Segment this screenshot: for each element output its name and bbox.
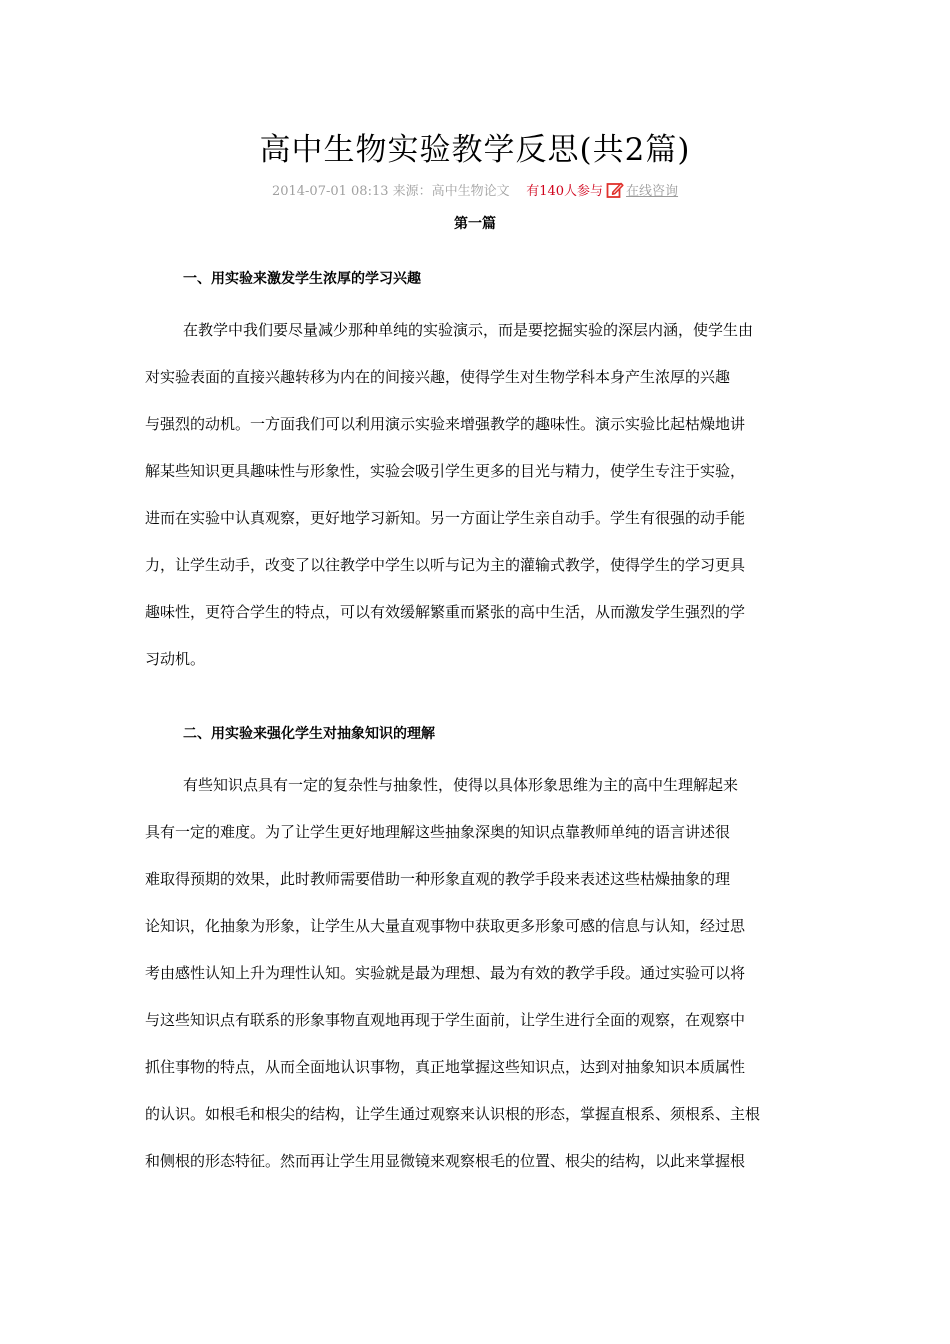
participant-count: 有140人参与 [526, 184, 604, 199]
article-meta [0, 181, 950, 202]
paragraph-line: 趣味性，更符合学生的特点，可以有效缓解繁重而紧张的高中生活，从而激发学生强烈的学 [145, 603, 746, 621]
paragraph-line: 与强烈的动机。一方面我们可以利用演示实验来增强教学的趣味性。演示实验比起枯燥地讲 [145, 415, 746, 433]
paragraph-line: 抓住事物的特点，从而全面地认识事物，真正地掌握这些知识点，达到对抽象知识本质属性 [145, 1058, 746, 1076]
paragraph-line: 论知识，化抽象为形象，让学生从大量直观事物中获取更多形象可感的信息与认知，经过思 [145, 917, 746, 935]
paragraph-line: 具有一定的难度。为了让学生更好地理解这些抽象深奥的知识点靠教师单纯的语言讲述很 [145, 823, 731, 841]
paragraph-line: 难取得预期的效果，此时教师需要借助一种形象直观的教学手段来表述这些枯燥抽象的理 [145, 870, 731, 888]
paragraph-line: 进而在实验中认真观察，更好地学习新知。另一方面让学生亲自动手。学生有很强的动手能 [145, 509, 746, 527]
online-consult-link[interactable]: 在线咨询 [626, 184, 679, 199]
section-heading-2: 二、用实验来强化学生对抽象知识的理解 [183, 726, 435, 742]
paragraph-line: 解某些知识更具趣味性与形象性，实验会吸引学生更多的目光与精力，使学生专注于实验， [145, 462, 746, 480]
article-title: 高中生物实验教学反思(共2篇) [259, 132, 691, 168]
paragraph-line: 对实验表面的直接兴趣转移为内在的间接兴趣，使得学生对生物学科本身产生浓厚的兴趣 [145, 368, 731, 386]
paragraph-line: 在教学中我们要尽量减少那种单纯的实验演示，而是要挖掘实验的深层内涵，使学生由 [183, 321, 754, 339]
section-heading-1: 一、用实验来激发学生浓厚的学习兴趣 [183, 271, 421, 287]
paragraph-line: 和侧根的形态特征。然而再让学生用显微镜来观察根毛的位置、根尖的结构，以此来掌握根 [145, 1152, 746, 1170]
section-paragraph-1 [145, 307, 810, 683]
paragraph-line: 习动机。 [145, 650, 206, 668]
paragraph-line: 有些知识点具有一定的复杂性与抽象性，使得以具体形象思维为主的高中生理解起来 [183, 776, 739, 794]
section-paragraph-2 [145, 762, 810, 1185]
article-date: 2014-07-01 08:13 [271, 184, 389, 199]
edit-icon[interactable] [606, 181, 624, 199]
paragraph-line: 考由感性认知上升为理性认知。实验就是最为理想、最为有效的教学手段。通过实验可以将 [145, 964, 746, 982]
paragraph-line: 力，让学生动手，改变了以往教学中学生以听与记为主的灌输式教学，使得学生的学习更具 [145, 556, 746, 574]
part-title: 第一篇 [454, 216, 496, 232]
paragraph-line: 的认识。如根毛和根尖的结构，让学生通过观察来认识根的形态，掌握直根系、须根系、主根 [145, 1105, 761, 1123]
paragraph-line: 与这些知识点有联系的形象事物直观地再现于学生面前，让学生进行全面的观察，在观察中 [145, 1011, 746, 1029]
article-source: 来源：高中生物论文 [392, 184, 510, 199]
